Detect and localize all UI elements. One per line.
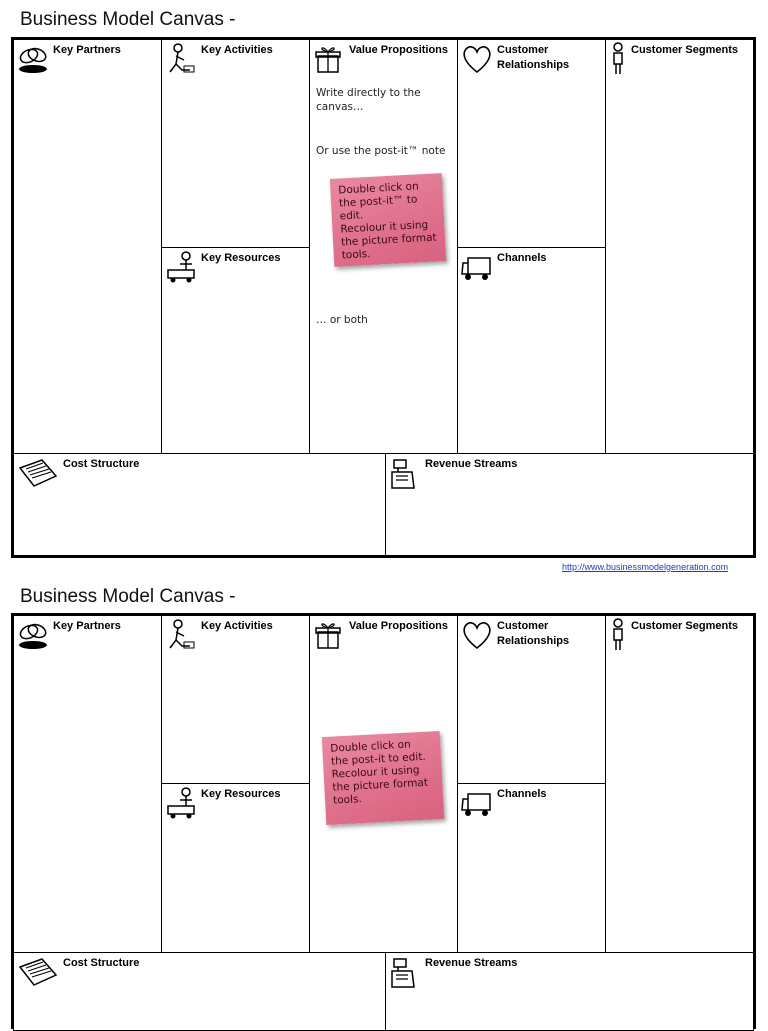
delivery-truck-icon [460,250,494,284]
key-activities-title: Key Activities [201,44,273,56]
postit-line: the picture format [340,231,437,249]
cash-register-icon [388,955,422,989]
cost-structure-title: Cost Structure [63,957,140,969]
worker-icon [164,618,198,652]
gift-box-icon [312,618,346,652]
use-postit-note: Or use the post-it™ note [316,145,446,157]
customer-segments-block[interactable] [605,39,754,455]
key-activities-block[interactable] [161,39,311,249]
value-propositions-block[interactable] [309,39,459,455]
person-icon [608,42,628,76]
customer-relationships-title: Customer Relationships [497,620,570,647]
key-partners-block[interactable] [13,39,163,455]
worker-icon [164,42,198,76]
delivery-truck-icon [460,786,494,820]
canvas-grid [11,37,756,558]
value-propositions-title: Value Propositions [349,620,449,632]
canvas-grid [11,613,756,1029]
key-activities-block[interactable] [161,615,311,785]
postit-line: the post-it™ to edit. [338,193,418,223]
gift-box-icon [312,42,346,76]
cost-structure-block[interactable] [13,453,387,556]
customer-relationships-block[interactable] [457,39,607,249]
revenue-streams-block[interactable] [385,453,754,556]
heart-icon [460,618,494,652]
key-partners-title: Key Partners [53,620,121,632]
customer-segments-title: Customer Segments [631,620,738,632]
forklift-worker-icon [164,786,198,820]
key-resources-title: Key Resources [201,788,281,800]
business-model-generation-link[interactable]: http://www.businessmodelgeneration.com [562,562,729,572]
cost-structure-title: Cost Structure [63,458,140,470]
page-title: Business Model Canvas - [20,9,236,30]
postit-line: the post-it to edit. [330,750,427,768]
revenue-streams-block[interactable] [385,952,754,1031]
handshake-chain-icon [16,618,50,652]
value-propositions-title: Value Propositions [349,44,449,56]
value-propositions-block[interactable] [309,615,459,954]
channels-block[interactable] [457,783,607,954]
postit-line: Recolour it using [331,764,420,781]
write-directly-note: Write directly to the canvas… [316,87,421,113]
postit-line: Double click on [338,180,420,197]
revenue-streams-title: Revenue Streams [425,957,518,969]
customer-relationships-block[interactable] [457,615,607,785]
key-activities-title: Key Activities [201,620,273,632]
heart-icon [460,42,494,76]
channels-title: Channels [497,252,547,264]
cost-structure-block[interactable] [13,952,387,1031]
postit-line: Recolour it using [340,218,429,236]
postit-line: Double click on [330,738,412,755]
postit-line: tools. [332,793,363,807]
key-resources-title: Key Resources [201,252,281,264]
key-resources-block[interactable] [161,247,311,455]
page-title: Business Model Canvas - [20,586,236,607]
postit-line: the picture format [332,776,429,794]
channels-title: Channels [497,788,547,800]
channels-block[interactable] [457,247,607,455]
key-partners-block[interactable] [13,615,163,954]
handshake-chain-icon [16,42,50,76]
person-icon [608,618,628,652]
revenue-streams-title: Revenue Streams [425,458,518,470]
customer-relationships-title: Customer Relationships [497,44,570,71]
forklift-worker-icon [164,250,198,284]
business-model-canvas-2 [0,582,768,1024]
postit-note[interactable] [330,173,446,267]
key-resources-block[interactable] [161,783,311,954]
postit-line: tools. [341,247,371,262]
receipt-icon [16,955,60,989]
receipt-icon [16,456,60,490]
key-partners-title: Key Partners [53,44,121,56]
or-both-note: … or both [316,314,368,326]
customer-segments-title: Customer Segments [631,44,738,56]
postit-note[interactable] [322,731,444,825]
customer-segments-block[interactable] [605,615,754,954]
cash-register-icon [388,456,422,490]
